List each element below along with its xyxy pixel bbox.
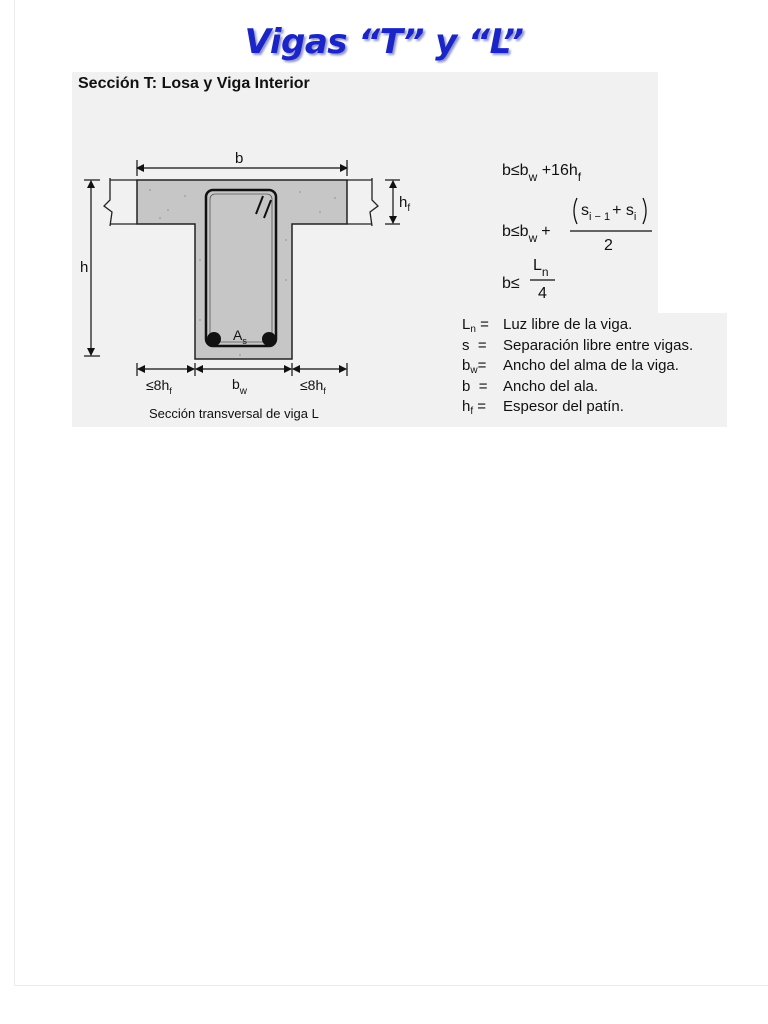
page-title: Vigas “T” y “L” bbox=[244, 22, 524, 62]
legend-symbol: s = bbox=[462, 336, 487, 354]
svg-text:b≤bw +16hf: $b\le b_w +16h_f$ bbox=[502, 162, 582, 184]
legend-symbol: b = bbox=[462, 377, 488, 395]
svg-text:si − 1+ si: $s_{i - 1} + s_i$ bbox=[581, 202, 637, 223]
legend-definition: Espesor del patín. bbox=[503, 398, 624, 415]
hf-label: $h_f$ bbox=[399, 194, 411, 214]
left-break-line bbox=[104, 178, 112, 226]
section-heading: Sección T: Losa y Viga Interior bbox=[78, 75, 310, 92]
svg-text:2: 2 bbox=[604, 237, 613, 254]
svg-text:b≤: b≤ bbox=[502, 275, 520, 292]
right-break-line bbox=[370, 178, 378, 226]
svg-text:4: 4 bbox=[538, 285, 547, 302]
rebar-right bbox=[262, 332, 276, 346]
legend-symbol: $b_w=$ bbox=[462, 357, 487, 376]
formula-2 bbox=[502, 198, 652, 254]
legend-symbol: $L_n$ = bbox=[462, 316, 489, 335]
rebar-left bbox=[207, 332, 221, 346]
b-label: b bbox=[235, 150, 244, 167]
right-overhang-label: $\le 8h_f$ bbox=[300, 377, 326, 396]
as-label: $A_s$ bbox=[233, 327, 247, 346]
legend-definition: Luz libre de la viga. bbox=[503, 316, 633, 333]
left-overhang-label: $\le 8h_f$ bbox=[146, 377, 172, 396]
svg-text:Ln: $L_n$ bbox=[533, 257, 549, 279]
diagram-caption: Sección transversal de viga L bbox=[149, 406, 319, 421]
h-label: h bbox=[80, 259, 89, 276]
legend-definition: Ancho del alma de la viga. bbox=[503, 357, 679, 374]
legend-definition: Separación libre entre vigas. bbox=[503, 336, 694, 354]
legend-definition: Ancho del ala. bbox=[503, 377, 599, 395]
bw-label: $b_w$ bbox=[232, 376, 248, 397]
formula-3 bbox=[502, 257, 555, 302]
legend-symbol: $h_f$ = bbox=[462, 398, 487, 417]
formula-1 bbox=[502, 162, 582, 184]
svg-text:b≤bw+: $b\le b_w$ + bbox=[502, 223, 551, 245]
